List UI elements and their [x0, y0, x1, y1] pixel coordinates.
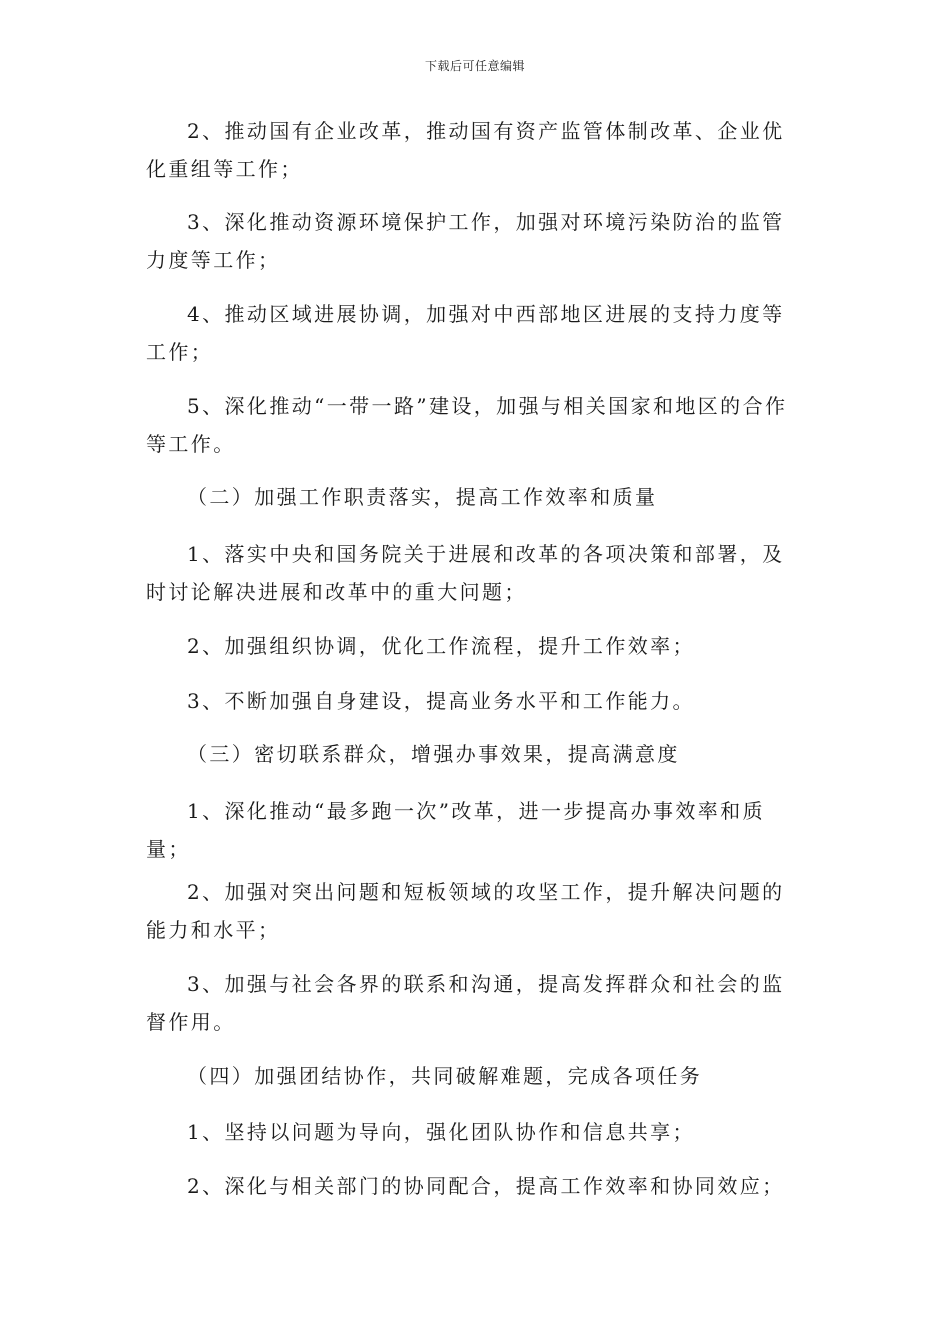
- paragraph-4: 5、深化推动“一带一路”建设，加强与相关国家和地区的合作等工作。: [146, 394, 788, 456]
- paragraph-5: 1、落实中央和国务院关于进展和改革的各项决策和部署，及时讨论解决进展和改革中的重大问题；: [146, 542, 785, 604]
- paragraph-6: 2、加强组织协调，优化工作流程，提升工作效率；: [187, 634, 695, 658]
- section-heading-3: （三）密切联系群众，增强办事效果，提高满意度: [187, 742, 680, 766]
- section-heading-4: （四）加强团结协作，共同破解难题，完成各项任务: [187, 1064, 703, 1088]
- paragraph-10: 3、加强与社会各界的联系和沟通，提高发挥群众和社会的监督作用。: [146, 972, 785, 1034]
- page-header: 下载后可任意编辑: [424, 59, 525, 73]
- paragraph-9: 2、加强对突出问题和短板领域的攻坚工作，提升解决问题的能力和水平；: [146, 880, 785, 942]
- paragraph-2: 3、深化推动资源环境保护工作，加强对环境污染防治的监管力度等工作；: [146, 210, 785, 272]
- section-heading-2: （二）加强工作职责落实，提高工作效率和质量: [187, 485, 658, 509]
- paragraph-11: 1、坚持以问题为导向，强化团队协作和信息共享；: [187, 1120, 695, 1144]
- paragraph-8: 1、深化推动“最多跑一次”改革，进一步提高办事效率和质量；: [146, 799, 765, 861]
- paragraph-1: 2、推动国有企业改革，推动国有资产监管体制改革、企业优化重组等工作；: [146, 119, 785, 181]
- paragraph-7: 3、不断加强自身建设，提高业务水平和工作能力。: [187, 689, 695, 713]
- paragraph-3: 4、推动区域进展协调，加强对中西部地区进展的支持力度等工作；: [146, 302, 785, 364]
- paragraph-12: 2、深化与相关部门的协同配合，提高工作效率和协同效应；: [187, 1174, 785, 1198]
